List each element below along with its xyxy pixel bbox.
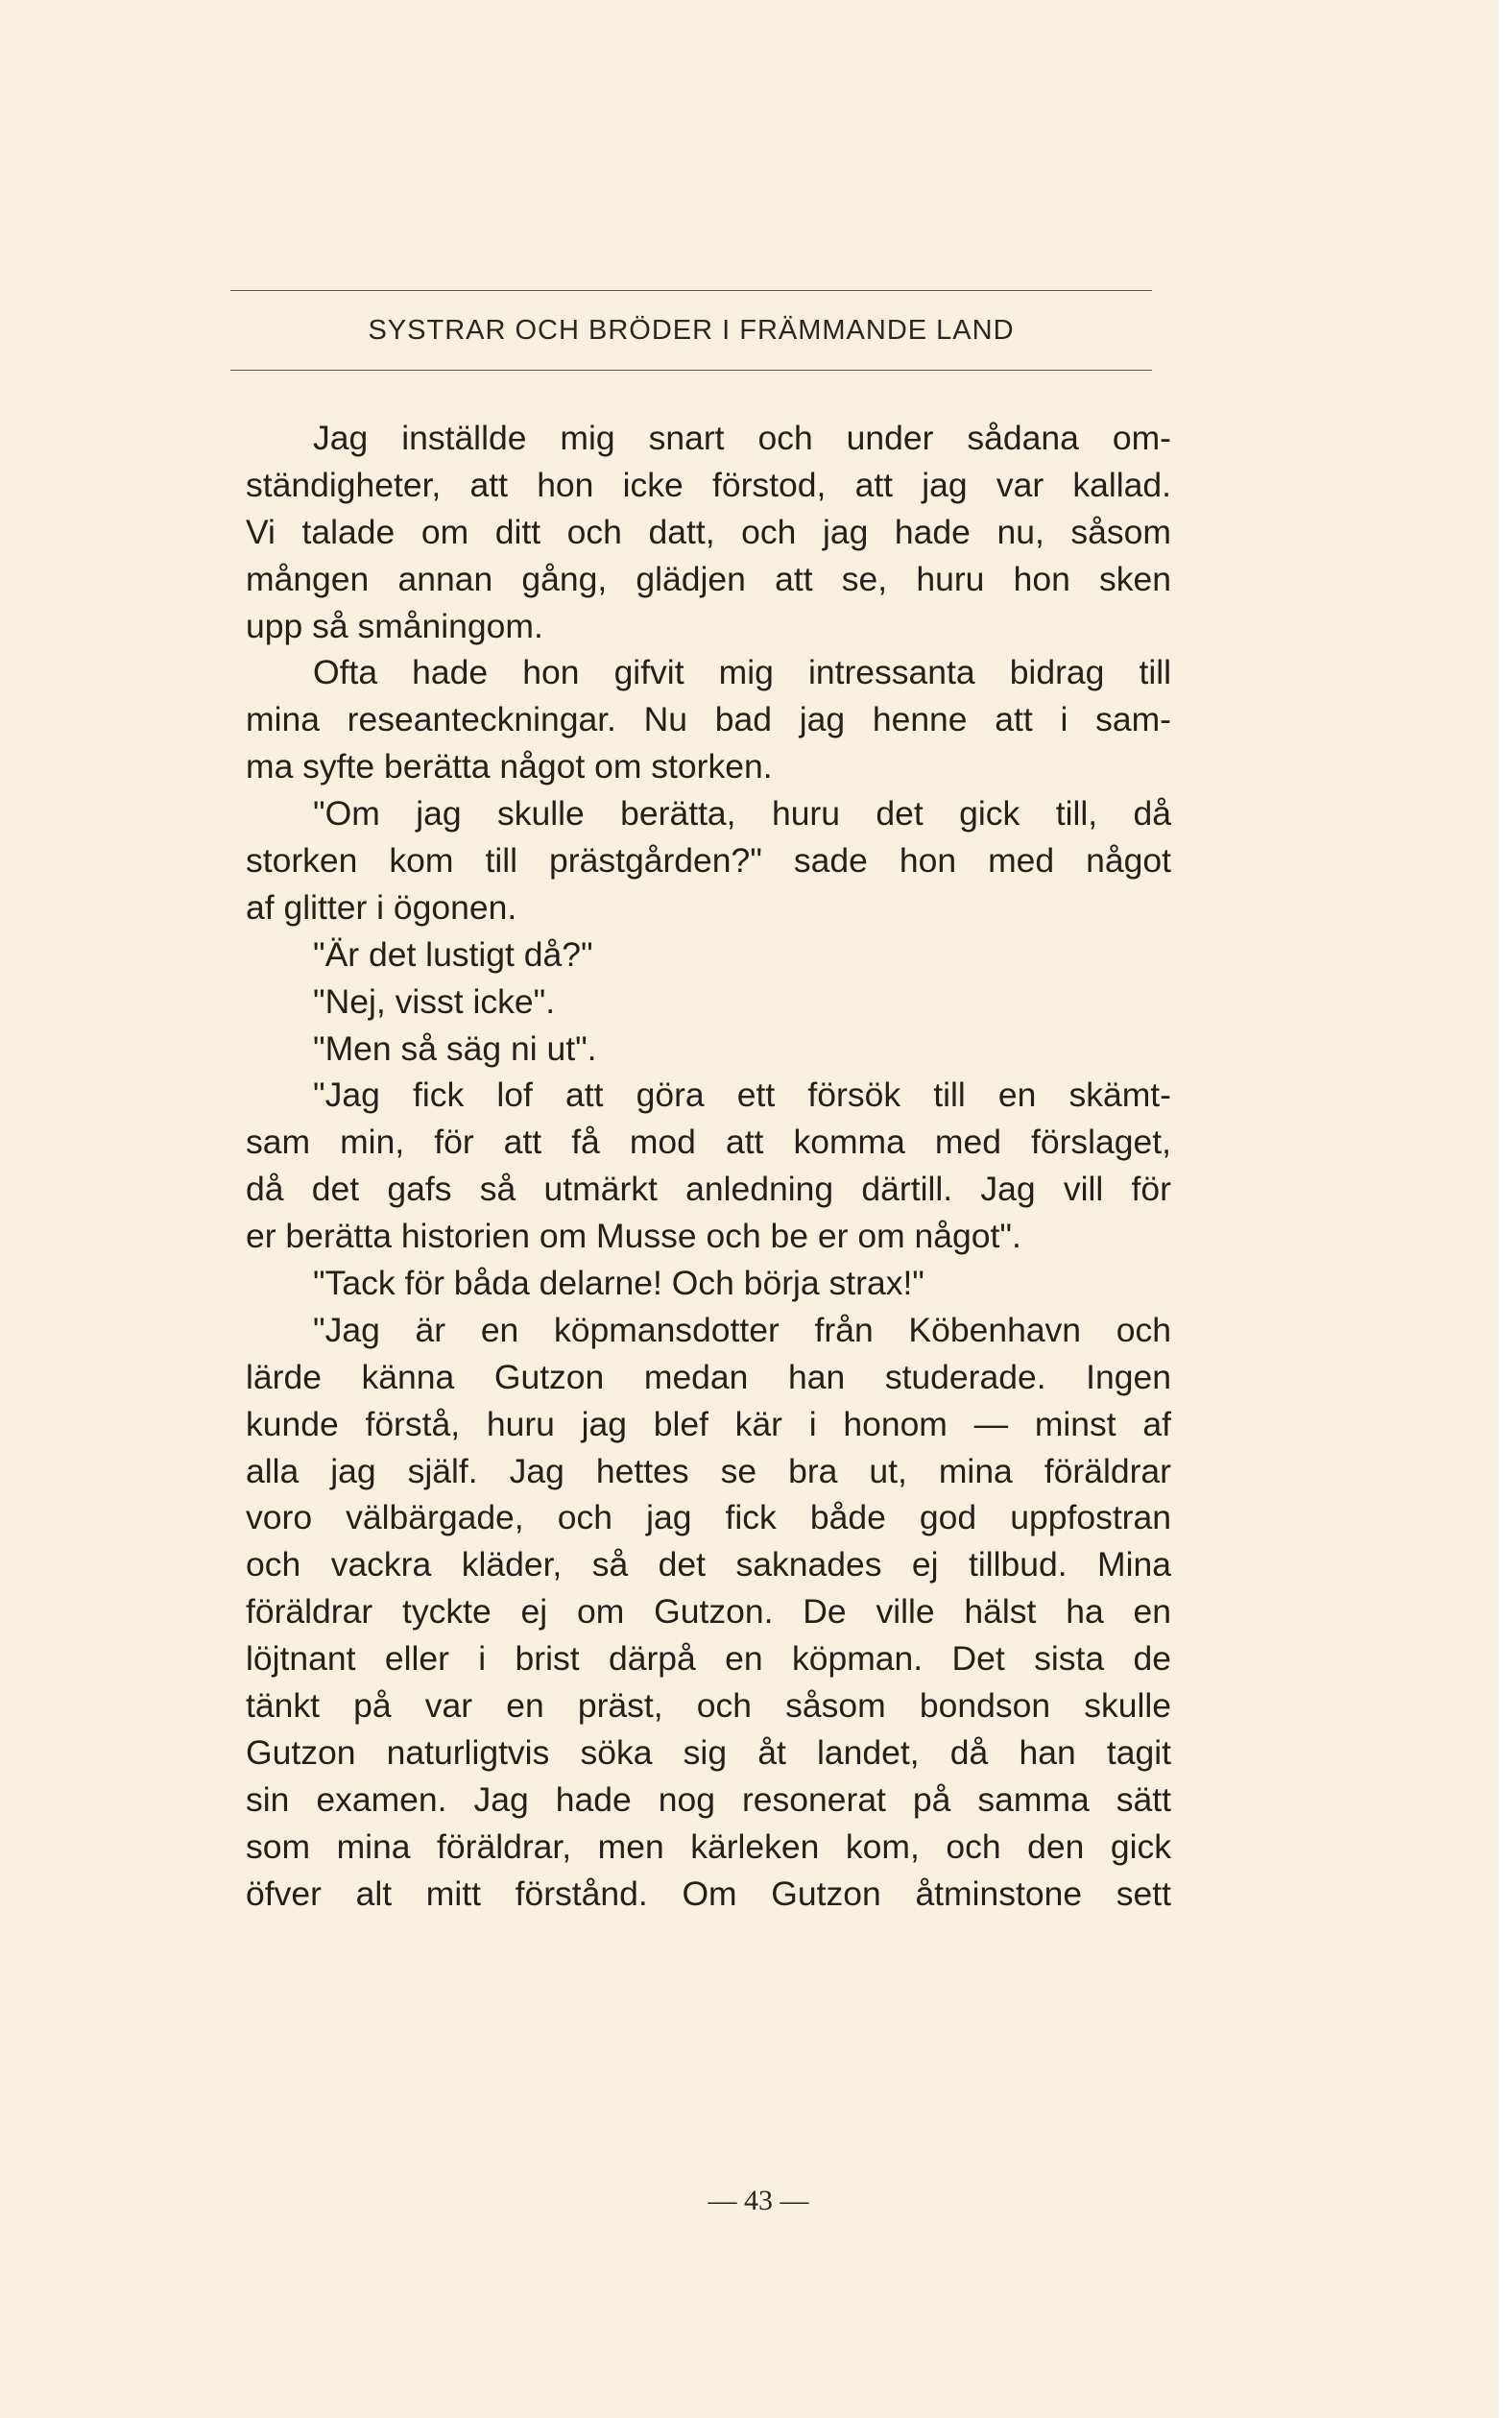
text-line: ma syfte berätta något om storken.: [246, 747, 773, 786]
text-line: "Jag fick lof att göra ett försök till en skämt-: [313, 1076, 1171, 1115]
text-line: voro välbärgade, och jag fick både god uppfostran: [246, 1498, 1171, 1537]
text-line: "Nej, visst icke".: [313, 981, 556, 1021]
text-line: föräldrar tyckte ej om Gutzon. De ville hälst ha en: [246, 1592, 1171, 1632]
text-line: Gutzon naturligtvis söka sig åt landet, då han tagit: [246, 1732, 1171, 1772]
text-line: tänkt på var en präst, och såsom bondson skulle: [246, 1686, 1171, 1726]
text-line: "Tack för båda delarne! Och börja strax!": [313, 1264, 924, 1303]
text-line: Ofta hade hon gifvit mig intressanta bidrag till: [313, 653, 1171, 692]
text-line: lärde känna Gutzon medan han studerade. Ingen: [246, 1357, 1171, 1396]
text-line: kunde förstå, huru jag blef kär i honom — minst af: [246, 1404, 1171, 1443]
text-line: som mina föräldrar, men kärleken kom, och den gick: [246, 1826, 1171, 1866]
text-line: af glitter i ögonen.: [246, 887, 517, 927]
text-line: Vi talade om ditt och datt, och jag hade nu, såsom: [246, 512, 1171, 551]
text-line: "Men så säg ni ut".: [313, 1028, 597, 1068]
text-line: sin examen. Jag hade nog resonerat på samma sätt: [246, 1779, 1171, 1819]
text-line: alla jag själf. Jag hettes se bra ut, mina föräldrar: [246, 1451, 1171, 1490]
text-line: upp så småningom.: [246, 606, 543, 645]
text-line: storken kom till prästgården?" sade hon med något: [246, 841, 1171, 881]
text-line: ständigheter, att hon icke förstod, att jag var kallad.: [246, 465, 1171, 504]
text-line: "Jag är en köpmansdotter från Köbenhavn och: [313, 1310, 1171, 1349]
page-number: — 43 —: [708, 2185, 809, 2216]
text-line: "Om jag skulle berätta, huru det gick till, då: [313, 794, 1171, 834]
text-line: Jag inställde mig snart och under sådana om-: [313, 419, 1171, 457]
page-edge: [1499, 0, 1512, 2418]
text-line: då det gafs så utmärkt anledning därtill. Jag vill för: [246, 1170, 1171, 1209]
text-line: mången annan gång, glädjen att se, huru hon sken: [246, 559, 1171, 598]
text-line: öfver alt mitt förstånd. Om Gutzon åtminstone sett: [246, 1874, 1171, 1913]
text-line: mina reseanteckningar. Nu bad jag henne att i sam-: [246, 700, 1171, 739]
body-text: [246, 415, 1171, 1918]
header-rule-top: [230, 290, 1152, 291]
text-line: er berätta historien om Musse och be er om något".: [246, 1217, 1021, 1256]
text-line: löjtnant eller i brist därpå en köpman. Det sista de: [246, 1639, 1171, 1679]
running-head: SYSTRAR OCH BRÖDER I FRÄMMANDE LAND: [368, 315, 1015, 346]
text-line: och vackra kläder, så det saknades ej tillbud. Mina: [246, 1545, 1171, 1584]
header-rule-bottom: [230, 370, 1152, 371]
text-line: sam min, för att få mod att komma med förslaget,: [246, 1123, 1171, 1162]
text-line: "Är det lustigt då?": [313, 934, 593, 974]
